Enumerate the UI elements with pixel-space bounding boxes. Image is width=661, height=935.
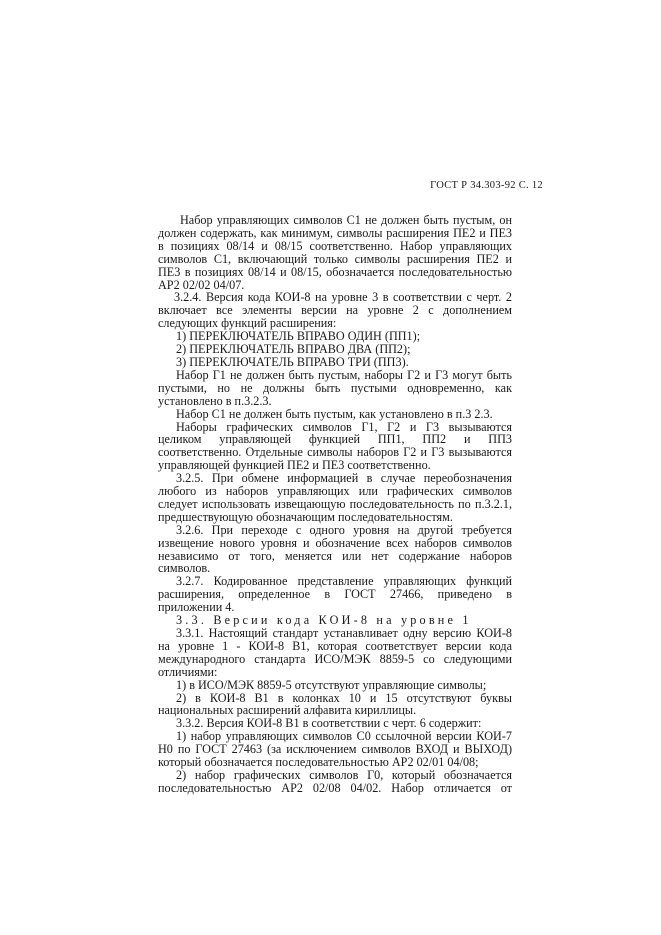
text-line: 1) набор управляющих символов С0 ссылочной версии КОИ-7 xyxy=(176,729,512,744)
text-line: символов С1, включающий только символы расширения ПЕ2 и xyxy=(158,251,512,266)
text-line: независимо от того, меняется или нет содержание наборов xyxy=(158,548,512,563)
text-line: Н0 по ГОСТ 27463 (за исключением символов ВХОД и ВЫХОД) xyxy=(158,742,512,757)
text-line: отличиями: xyxy=(158,664,218,679)
text-line: 3.2.6. При переходе с одного уровня на другой требуется xyxy=(176,522,512,537)
text-line: 2) в КОИ-8 В1 в колонках 10 и 15 отсутствуют буквы xyxy=(176,690,512,705)
text-line: управляющей функцией ПЕ2 и ПЕ3 соответственно. xyxy=(158,458,431,473)
text-line: на уровне 1 - КОИ-8 В1, которая соответствует версии кода xyxy=(158,638,512,653)
text-line: АР2 02/02 04/07. xyxy=(158,277,245,292)
text-line: 3.3.1. Настоящий стандарт устанавливает одну версию КОИ-8 xyxy=(176,626,512,640)
text-line: пустыми, но не должны быть пустыми одновременно, как xyxy=(158,380,512,395)
text-line: символов. xyxy=(158,561,211,576)
text-line: приложении 4. xyxy=(158,600,235,615)
text-line: 3) ПЕРЕКЛЮЧАТЕЛЬ ВПРАВО ТРИ (ПП3). xyxy=(176,354,409,369)
text-line: 3.3.2. Версия КОИ-8 В1 в соответствии с черт. 6 содержит: xyxy=(176,716,482,731)
text-line: 3.2.4. Версия кода КОИ-8 на уровне 3 в соответствии с черт. 2 xyxy=(174,290,512,305)
text-line: расширения, определенное в ГОСТ 27466, приведено в xyxy=(158,587,512,602)
text-line: Набор управляющих символов С1 не должен быть пустым, он xyxy=(180,213,512,227)
text-line: 1) ПЕРЕКЛЮЧАТЕЛЬ ВПРАВО ОДИН (ПП1); xyxy=(176,329,421,344)
text-line: следует использовать извещающую последовательность по п.3.2.1, xyxy=(158,496,512,511)
text-line: любого из наборов управляющих или графических символов xyxy=(158,484,512,499)
text-line: Набор Г1 не должен быть пустым, наборы Г2 и Г3 могут быть xyxy=(176,367,512,382)
text-line: извещение нового уровня и обозначение всех наборов символов xyxy=(158,535,512,550)
text-line: Наборы графических символов Г1, Г2 и Г3 вызываются xyxy=(176,419,512,434)
text-line: включает все элементы версии на уровне 2 с дополнением xyxy=(158,303,512,318)
text-line: предшествующую обозначающим последовательностям. xyxy=(158,509,453,524)
text-line: национальных расширений алфавита кириллицы. xyxy=(158,703,417,718)
text-line: целиком управляющей функцией ПП1, ПП2 и ПП3 xyxy=(158,432,512,447)
text-line: 3.2.5. При обмене информацией в случае переобозначения xyxy=(176,471,512,486)
page-header: ГОСТ Р 34.303-92 С. 12 xyxy=(430,180,543,191)
text-line: 3.2.7. Кодированное представление управляющих функций xyxy=(176,574,512,589)
text-line: 1) в ИСО/МЭК 8859-5 отсутствуют управляющие символы; xyxy=(176,677,487,692)
text-line: в позициях 08/14 и 08/15 соответственно. Набор управляющих xyxy=(158,238,512,253)
text-line: 3.3. Версии кода КОИ-8 на уровне 1 xyxy=(176,613,472,628)
text-line: следующих функций расширения: xyxy=(158,316,337,331)
text-line: 2) ПЕРЕКЛЮЧАТЕЛЬ ВПРАВО ДВА (ПП2); xyxy=(176,342,411,357)
text-line: ПЕ3 в позициях 08/14 и 08/15, обозначается последовательностью xyxy=(158,264,512,279)
text-line: который обозначается последовательностью АР2 02/01 04/08; xyxy=(158,755,479,770)
text-line: должен содержать, как минимум, символы расширения ПЕ2 и ПЕ3 xyxy=(158,225,512,240)
body-text xyxy=(158,214,512,795)
text-line: Набор С1 не должен быть пустым, как установлено в п.3 2.3. xyxy=(176,406,493,421)
text-line: последовательностью АР2 02/08 04/02. Набор отличается от xyxy=(158,780,512,795)
text-line: установлено в п.3.2.3. xyxy=(158,393,272,408)
text-line: международного стандарта ИСО/МЭК 8859-5 со следующими xyxy=(158,651,512,666)
text-line: 2) набор графических символов Г0, который обозначается xyxy=(176,767,512,782)
text-line: соответственно. Отдельные символы наборов Г2 и Г3 вызываются xyxy=(158,445,512,460)
